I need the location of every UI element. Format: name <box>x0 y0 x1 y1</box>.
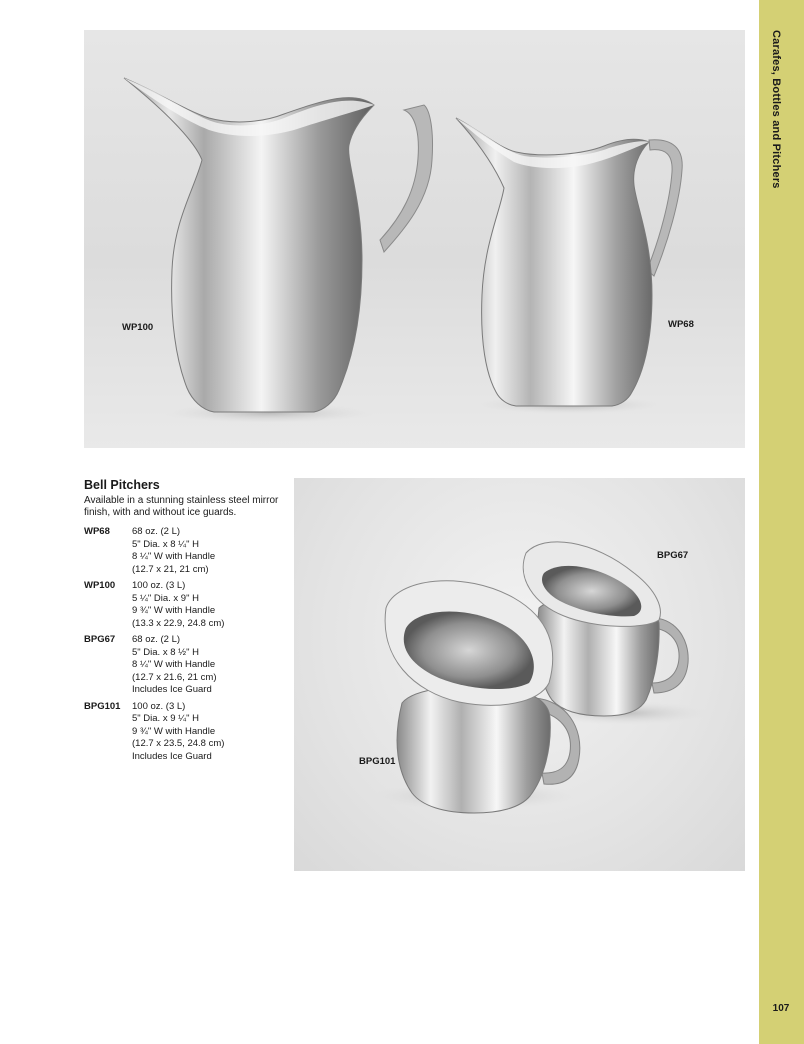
spec-item-wp68 <box>84 526 289 576</box>
spec-line: (13.3 x 22.9, 24.8 cm) <box>132 617 225 629</box>
wp100-handle <box>380 105 433 252</box>
section-description: Available in a stunning stainless steel mirror finish, with and without ice guards. <box>84 495 279 518</box>
spec-line: 5" Dia. x 8 ¼" H <box>132 538 199 550</box>
bpg-pitchers-illustration <box>294 478 745 871</box>
section-tab-title: Carafes, Bottles and Pitchers <box>770 30 782 189</box>
wp68-handle <box>647 140 682 276</box>
spec-item-bpg101 <box>84 701 289 764</box>
photo-bpg-pitchers <box>294 478 745 871</box>
spec-line: 100 oz. (3 L) <box>132 700 186 712</box>
spec-code: WP68 <box>84 526 110 537</box>
wp-pitchers-illustration <box>84 30 745 448</box>
spec-line: 5" Dia. x 8 ½" H <box>132 646 199 658</box>
spec-line: 5 ¼" Dia. x 9" H <box>132 592 199 604</box>
photo-label-bpg67: BPG67 <box>657 550 689 561</box>
spec-code: BPG67 <box>84 634 116 645</box>
spec-line: 68 oz. (2 L) <box>132 634 181 645</box>
spec-line: 8 ¼" W with Handle <box>132 551 216 562</box>
spec-code: WP100 <box>84 580 116 591</box>
spec-item-wp100 <box>84 580 289 630</box>
spec-line: (12.7 x 21, 21 cm) <box>132 563 209 575</box>
photo-wp-pitchers <box>84 30 745 448</box>
spec-line: Includes Ice Guard <box>132 684 212 695</box>
bpg101-body <box>397 686 550 813</box>
spec-line: 5" Dia. x 9 ¼" H <box>132 713 199 724</box>
spec-line: Includes Ice Guard <box>132 750 212 762</box>
spec-line: 68 oz. (2 L) <box>132 526 181 537</box>
spec-item-bpg67 <box>84 634 289 697</box>
spec-line: 8 ¼" W with Handle <box>132 659 216 670</box>
photo-label-wp68: WP68 <box>668 319 694 330</box>
spec-lines <box>132 580 224 630</box>
spec-line: 9 ¾" W with Handle <box>132 725 216 737</box>
spec-code: BPG101 <box>84 700 121 712</box>
spec-list <box>84 526 289 767</box>
page-number: 107 <box>772 1003 790 1014</box>
spec-lines <box>132 701 224 764</box>
spec-lines <box>132 634 216 697</box>
spec-lines <box>132 526 215 576</box>
spec-line: 100 oz. (3 L) <box>132 580 186 591</box>
spec-line: 9 ¾" W with Handle <box>132 605 216 616</box>
section-title: Bell Pitchers <box>84 478 160 492</box>
spec-line: (12.7 x 21.6, 21 cm) <box>132 671 217 683</box>
photo-label-bpg101: BPG101 <box>359 756 396 767</box>
spec-line: (12.7 x 23.5, 24.8 cm) <box>132 738 225 749</box>
photo-label-wp100: WP100 <box>122 322 154 333</box>
